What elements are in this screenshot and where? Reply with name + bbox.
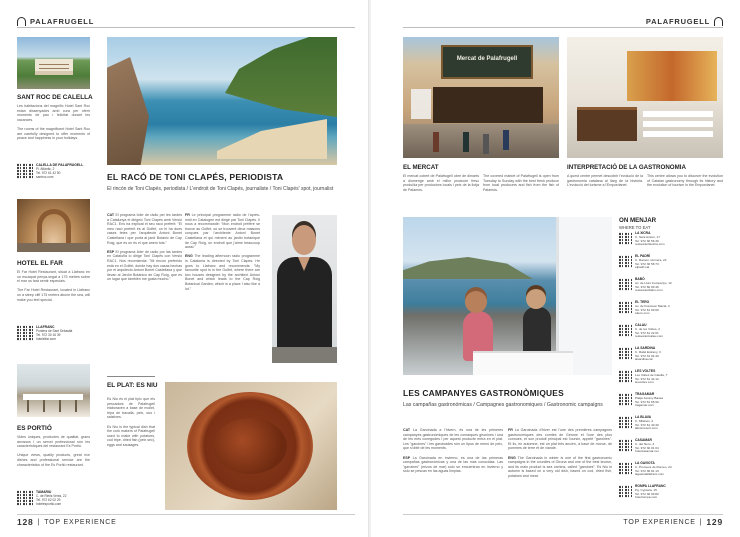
mercat-title: EL MERCAT <box>403 164 439 171</box>
sidebar-text-sant-roc: Les habitacions del magnífic Hotel Sant Roc estan dissenyades amb cura per oferir moments de pau i felicitat durant les vacances. The rooms of the magnificent Hotel Sant Roc are carefully designed to offer moments of peace and happiness in your holidays. <box>17 104 90 141</box>
restaurant-item[interactable]: BABÓ Av. de Lluís Companys, 12 Tel. 972 60 09 46 restaurantbabo.com <box>619 278 709 293</box>
qr-code-icon[interactable] <box>619 278 632 291</box>
campaigns-title: LES CAMPANYES GASTRONÒMIQUES <box>403 388 564 398</box>
left-footer: 128 | TOP EXPERIENCE <box>17 517 117 527</box>
restaurant-item[interactable]: ROMPA LLAFRANC Pg. Cypsela, 15 Tel. 972 30 09 82 hotelrompa.com <box>619 485 709 500</box>
left-header <box>17 15 94 27</box>
left-header-rule <box>17 27 355 28</box>
restaurant-item[interactable]: EL TERO Av. de Francesc Macià, 4 Tel. 972 61 09 60 eltero.com <box>619 301 709 316</box>
hotel-el-far-photo <box>17 199 90 252</box>
where-to-eat-subtitle: WHERE TO EAT <box>619 225 651 230</box>
beach-cove-photo <box>107 37 337 165</box>
qr-code-icon[interactable] <box>619 255 632 268</box>
restaurant-item[interactable]: LA XICRA C. Sant Antoni, 17 Tel. 972 30 56 30 restaurantlaxicra.com <box>619 232 709 247</box>
restaurant-item[interactable]: CASAMAR C. del Nero, 3 Tel. 972 30 01 04 hotelcasamar.net <box>619 439 709 454</box>
right-footer-label: TOP EXPERIENCE <box>623 518 696 526</box>
palafrugell-logo-icon <box>714 17 723 26</box>
sidebar-title-es-portio: ES PORTIÓ <box>17 425 52 432</box>
palafrugell-logo-icon <box>17 17 26 26</box>
qr-code-icon[interactable] <box>619 324 632 337</box>
market-sign: Mercat de Palafrugell <box>441 45 533 79</box>
contact-el-far: LLAFRANC Puntera de Sant Sebastià Tel. 972 30 16 39 hotelelfar.com <box>17 325 72 341</box>
qr-code-icon[interactable] <box>619 301 632 314</box>
article-col1: CAT El programa líder de ràdio per les tardes a Catalunya el dirigeix Toni Clapés amb Versió RAC1. Ens ha explicat el seu racó preferit: "El meu racó preferit és al Golfet, on hi ha dues cases fetes per l'arquitecte Antoni Bonet Castellana i que porta al jardí Botànic de Cap Roig, que és on és el que anem tots." ESP El programa líder de radio por las tardes en Cataluña lo dirige Toni Clapés con Versió RAC1. Nos recomienda: "Mi rincón preferido está en el Golfet, donde hay dos casas hechas por el arquitecto Antoni Bonet Castellana y que llevan al Jardín Botánico de Cap Roig, que es un lugar que también me gusta mucho." <box>107 213 183 282</box>
market-photo <box>403 37 559 158</box>
es-niu-dish-photo <box>165 382 337 510</box>
where-to-eat-title: ON MENJAR <box>619 217 657 224</box>
terrace-dining-photo <box>403 217 612 375</box>
left-page-number: 128 <box>17 517 34 527</box>
qr-code-icon[interactable] <box>619 416 632 429</box>
interp-text-en: This centre allows you to discover the evolution of Catalan gastronomy through its history and the evolution of tourism in the Empordanet. <box>647 174 723 188</box>
sidebar-text-es-portio: Vides úniques, productes de qualitat, grans arrossos i un servei professional són les característiques del restaurant Es Portió. Unique views, quality products, great rice dishes and professional service are the characteristics of the Es Portió restaurant. <box>17 435 90 467</box>
qr-code-icon[interactable] <box>619 485 632 498</box>
right-footer: TOP EXPERIENCE | 129 <box>623 517 723 527</box>
restaurant-item[interactable]: CALAU C. de les Voltes, 2 Tel. 972 61 22 01 restaurantcalau.com <box>619 324 709 339</box>
toni-clapes-portrait <box>272 215 337 363</box>
left-footer-rule <box>17 514 355 515</box>
qr-code-icon[interactable] <box>619 370 632 383</box>
qr-code-icon[interactable] <box>619 462 632 475</box>
article-subtitle-toni-clapes: El rincón de Toni Clapés, periodista / L'endroit de Toni Clapés, journaliste / Toni Clapés' spot, journalist <box>107 186 334 192</box>
sidebar-text-el-far: El Far Hotel Restaurant, situat a Llafranc en un escarpat penya-segat a 175 metres sobre el mar us farà sentir especials. The Far Hotel Restaurant, located in Llafranc on a steep cliff 175 meters above the sea, will make you feel special. <box>17 270 90 302</box>
right-header-title: PALAFRUGELL <box>645 16 710 26</box>
es-portio-photo <box>17 364 90 417</box>
restaurant-list <box>619 232 723 512</box>
plat-title: EL PLAT: ES NIU <box>107 382 158 389</box>
qr-code-icon[interactable] <box>619 439 632 452</box>
right-header-rule <box>403 27 723 28</box>
restaurant-item[interactable]: LA GAVIOTA C. Promeos de Romeo, 24 Tel. 972 30 81 13 lagaviotallafranc.com <box>619 462 709 477</box>
sidebar-title-sant-roc: SANT ROC DE CALELLA <box>17 94 93 101</box>
contact-sant-roc: CALELLA DE PALAFRUGELL Pl. Atlàntic, 2 Tel. 972 61 42 50 santroc.com <box>17 163 83 179</box>
qr-code-icon[interactable] <box>619 232 632 245</box>
restaurant-item[interactable]: EL PADRÍ C. Ramon i Armera, 24 Tel. 972 30 58 73 elpadri.cat <box>619 255 709 270</box>
left-footer-label: TOP EXPERIENCE <box>44 518 117 526</box>
campaigns-col2: FR La Garoinada d'hiver est l'une des premières campagnes gastronomiques des comtés de Gérone et l'une des plus connues, et son produit principal est l'oursin, appelé "garoines". Et ils, en automne, est un plat très ancien, à base de morue, de pommes de terre et de viande. ENG The Garoinada in winter is one of the first gastronomic campaigns in the counties of Girona and one of the best known, and its main product is sea urchins, called "garoines". Es Niu in autumn is based on a very old dish, based on cod, dried fish, potatoes and meat. <box>508 428 613 478</box>
qr-code-icon[interactable] <box>17 490 33 506</box>
interp-title: INTERPRETACIÓ DE LA GASTRONOMIA <box>567 164 686 171</box>
mercat-text-ca: El mercat cobert de Palafrugell obre de dimarts a diumenge amb el millor producte fresc produïda per productors locals i peix de la llotja de Palamós. <box>403 174 479 192</box>
right-page <box>371 0 740 537</box>
interp-text-ca: A quest centre permet descobrir l'evolució de la gastronomia catalana al llarg de la història. L'evolució del turisme a l'Empordanet. <box>567 174 643 188</box>
qr-code-icon[interactable] <box>619 393 632 406</box>
restaurant-item[interactable]: TRAGAMAR Platja Jammy Bassa Tel. 972 61 65 90 tragamar.com <box>619 393 709 408</box>
plat-rule <box>107 376 155 377</box>
article-col2: FR Le principal programme radio de l'après-midi en Catalogne est dirigé par Toni Clapés. Il nous a recommandé: "Mon endroit préféré se trouve au Golfet, où se trouvent deux maisons conçues par l'architecte Antoni Bonet Castellana et qui mènent au jardin botanique de Cap Roig, un endroit que j'aime beaucoup aussi." ENG The leading afternoon radio programme in Catalonia is directed by Toni Clapés. He goes to Llafranc and recommends: "My favourite spot is in the Golfet, where there are two houses designed by the architect Antoni Bonet and which leads to the Cap Roig Botanical Garden, which is a place I also like a lot." <box>185 213 261 291</box>
campaigns-col1: CAT La Garoinada a l'hivern, és una de les primeres campanyes gastronòmiques de les comarques gironines i una de les més conegudes i per aquest producte entra en el plat. Les "garoines" i les garoinades són un tipus de menú de peix, que s'obté de les moments. ESP La Garoinada en invierno, es una de las primeras campañas gastronómicas y una de las más conocidas. Las "garoines" (erizos de mar) solo se encuentran en invierno y solo se pescan en las aguas limpias. <box>403 428 504 474</box>
mercat-text-en: The covered market of Palafrugell is open from Tuesday to Sunday with the best fresh produce from local producers and fish from the fish of Palamós. <box>483 174 559 192</box>
contact-es-portio: TAMARIU C. de Riells Vents, 22 Tel. 972 62 02 29 hotelesportio.com <box>17 490 66 506</box>
gastronomy-centre-photo <box>567 37 723 158</box>
right-header <box>646 15 723 27</box>
campaigns-subtitle: Las campañas gastronómicas / Campagnes gastronomiques / Gastronomic campaigns <box>403 402 603 408</box>
right-footer-rule <box>403 514 723 515</box>
plat-text: Es Niu és el plat típic que els pescadors de Palafrugell elaboraven a base de mollet, tripa de bacallà, peix, ous i salsitxes. Es Niu is the typical dish that the cork makers of Palafrugell used to make with potatoes, cod tripe, dried fish (peix sec), eggs and sausages. <box>107 397 155 447</box>
qr-code-icon[interactable] <box>619 347 632 360</box>
article-title-toni-clapes: EL RACÓ DE TONI CLAPÉS, PERIODISTA <box>107 172 284 182</box>
left-page <box>0 0 369 537</box>
qr-code-icon[interactable] <box>17 163 33 179</box>
qr-code-icon[interactable] <box>17 325 33 341</box>
restaurant-item[interactable]: LES VOLTES Les Voltes de Calella, 7 Tel. 972 61 44 12 lesvoltes.com <box>619 370 709 385</box>
right-page-number: 129 <box>706 517 723 527</box>
sant-roc-hotel-photo <box>17 37 90 89</box>
sidebar-title-el-far: HOTEL EL FAR <box>17 260 63 267</box>
restaurant-item[interactable]: LA SARDINA C. Rafel Estrany, 3 Tel. 972 31 04 40 lasardina.cat <box>619 347 709 362</box>
restaurant-item[interactable]: LA BLAVA C. Milanès, 2 Tel. 972 61 40 40 labvinresort.com <box>619 416 709 431</box>
left-header-title: PALAFRUGELL <box>30 16 95 26</box>
